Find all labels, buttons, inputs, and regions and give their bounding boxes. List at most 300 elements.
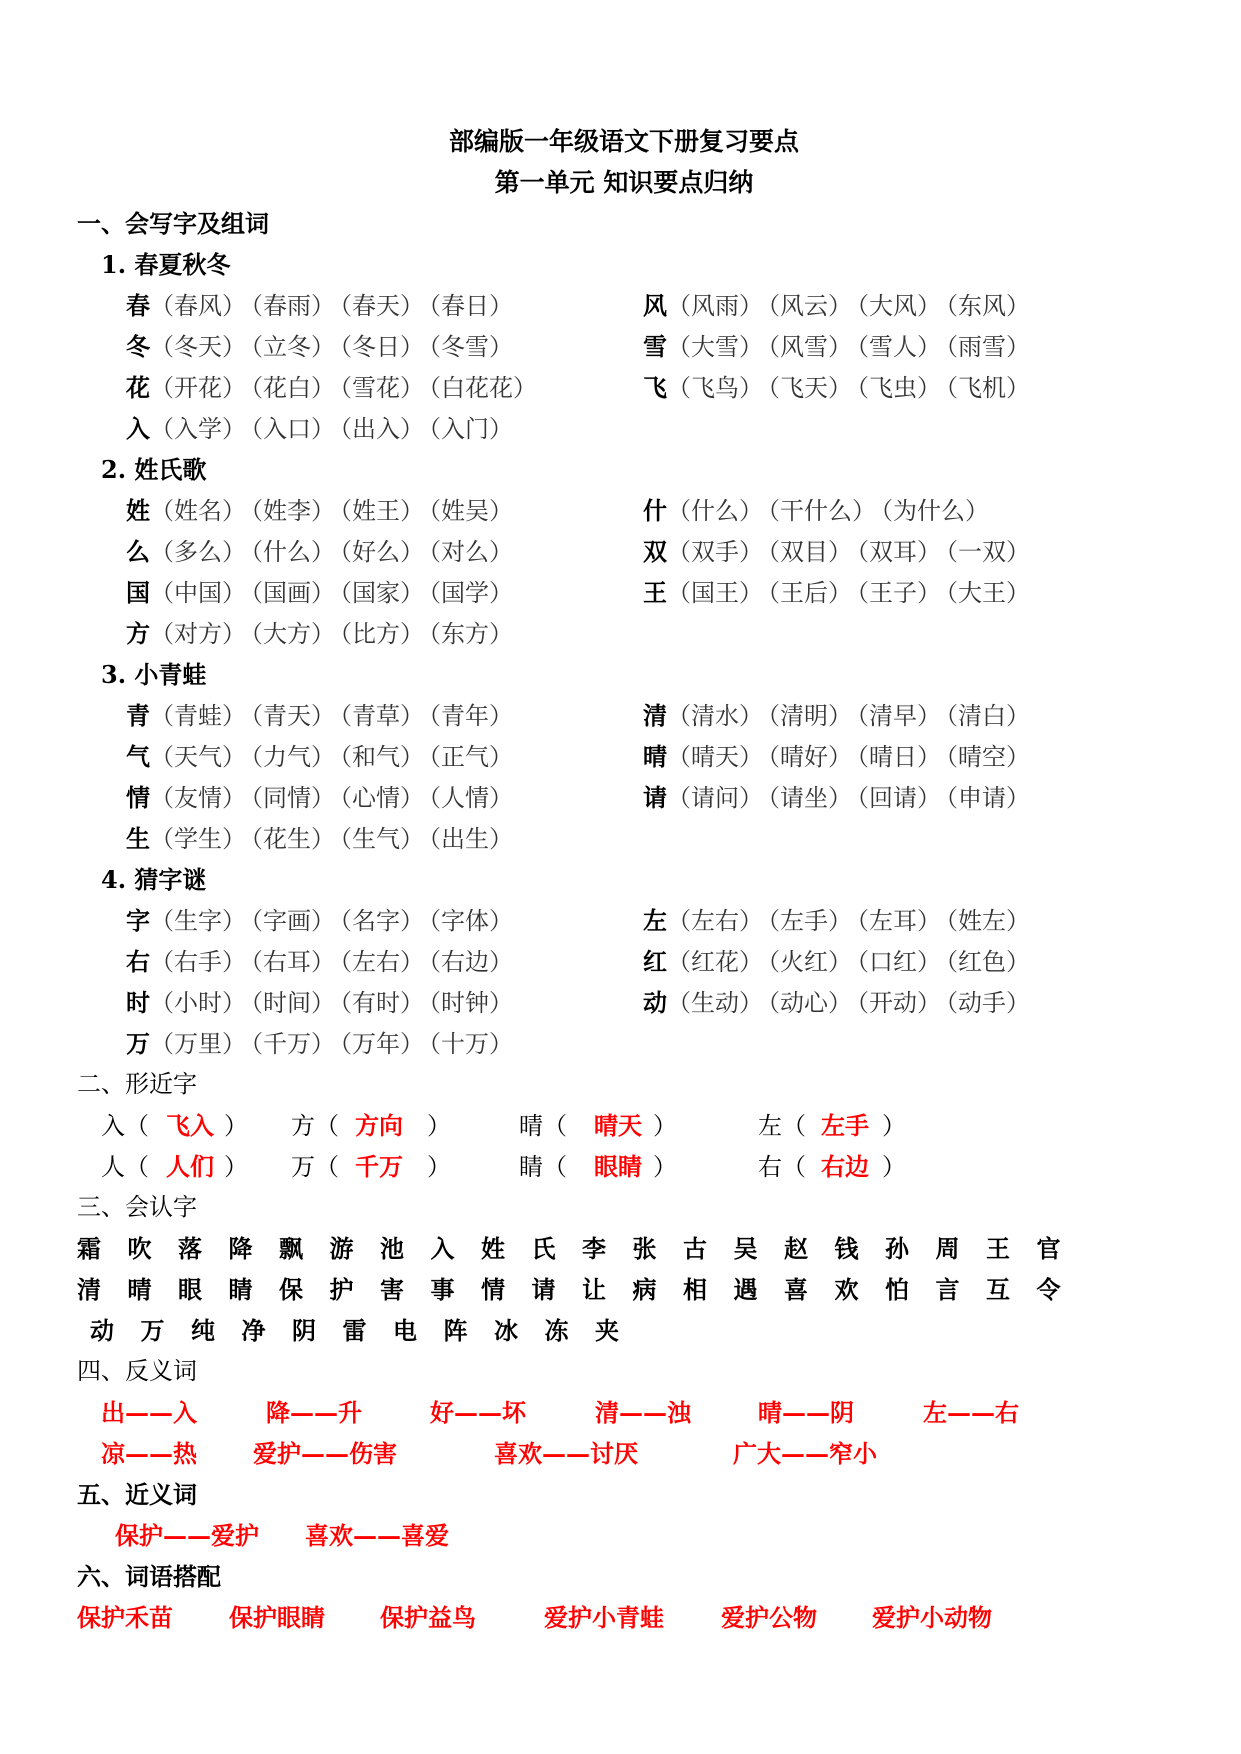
lesson-heading-line bbox=[0, 859, 1241, 900]
word-row bbox=[0, 285, 1241, 326]
word-group: （左右） bbox=[340, 948, 424, 976]
recognize-character: 游 bbox=[329, 1234, 354, 1263]
word-group: （入学） bbox=[150, 415, 246, 443]
recognize-character: 吹 bbox=[127, 1234, 152, 1263]
word-entry bbox=[126, 1023, 518, 1065]
entry-character: 入 bbox=[126, 414, 150, 443]
word-entry bbox=[643, 982, 1035, 1024]
word-group: （回请） bbox=[857, 784, 941, 812]
word-group: （东方） bbox=[429, 620, 513, 648]
recognize-character: 夹 bbox=[595, 1316, 619, 1345]
word-entry bbox=[126, 572, 518, 614]
similar-row bbox=[0, 1105, 1241, 1146]
recognize-character: 李 bbox=[582, 1234, 606, 1263]
word-group: （立冬） bbox=[251, 333, 335, 361]
word-group: （大风） bbox=[857, 292, 941, 320]
word-group: （双手） bbox=[667, 538, 763, 566]
section-heading-line bbox=[0, 1556, 1241, 1597]
similar-suffix: ） bbox=[224, 1153, 248, 1181]
word-group: （冬天） bbox=[150, 333, 246, 361]
lesson-heading-line bbox=[0, 654, 1241, 695]
word-group: （大雪） bbox=[667, 333, 763, 361]
word-group: （右边） bbox=[429, 948, 513, 976]
word-entry bbox=[126, 695, 518, 737]
word-group: （晴好） bbox=[768, 743, 852, 771]
section-heading-line bbox=[0, 1351, 1241, 1392]
word-group: （右手） bbox=[150, 948, 246, 976]
word-group: （申请） bbox=[946, 784, 1030, 812]
recognize-character: 害 bbox=[380, 1275, 404, 1304]
similar-prefix: 万（ bbox=[291, 1153, 339, 1181]
similar-suffix: ） bbox=[653, 1153, 677, 1181]
recognize-character: 欢 bbox=[834, 1275, 859, 1304]
word-group: （开动） bbox=[857, 989, 941, 1017]
document-subtitle: 第一单元 知识要点归纳 bbox=[494, 168, 754, 197]
recognize-character: 入 bbox=[430, 1234, 455, 1263]
word-entry bbox=[643, 777, 1035, 819]
word-group: （冬日） bbox=[340, 333, 424, 361]
word-group: （为什么） bbox=[881, 497, 989, 525]
word-group: （同情） bbox=[251, 784, 335, 812]
word-group: （左右） bbox=[667, 907, 763, 935]
entry-character: 王 bbox=[643, 578, 667, 607]
word-group: （万年） bbox=[340, 1030, 424, 1058]
word-entry bbox=[126, 285, 518, 327]
entry-character: 气 bbox=[126, 742, 150, 771]
word-group: （风雪） bbox=[768, 333, 852, 361]
section-4-heading: 四、反义词 bbox=[77, 1357, 197, 1385]
character-row bbox=[77, 1228, 1087, 1270]
recognize-character: 保 bbox=[279, 1275, 303, 1304]
word-group: （口红） bbox=[857, 948, 941, 976]
recognize-character: 电 bbox=[393, 1316, 417, 1345]
recognize-character: 周 bbox=[935, 1234, 960, 1263]
similar-pair bbox=[758, 1146, 906, 1188]
recognize-row bbox=[0, 1228, 1241, 1269]
similar-pair bbox=[519, 1146, 677, 1188]
word-group: （生动） bbox=[667, 989, 763, 1017]
word-group: （左手） bbox=[768, 907, 852, 935]
word-group: （雨雪） bbox=[946, 333, 1030, 361]
recognize-character: 言 bbox=[935, 1275, 960, 1304]
recognize-character: 动 bbox=[90, 1316, 114, 1345]
entry-character: 青 bbox=[126, 701, 150, 730]
word-group: （晴天） bbox=[667, 743, 763, 771]
word-group: （王子） bbox=[857, 579, 941, 607]
recognize-character: 霜 bbox=[77, 1234, 101, 1263]
similar-pair bbox=[758, 1105, 906, 1147]
word-group: （晴空） bbox=[946, 743, 1030, 771]
similar-row bbox=[0, 1146, 1241, 1187]
word-row bbox=[0, 736, 1241, 777]
entry-character: 双 bbox=[643, 537, 667, 566]
word-group: （有时） bbox=[340, 989, 424, 1017]
section-3-heading: 三、会认字 bbox=[77, 1193, 197, 1221]
word-row bbox=[0, 900, 1241, 941]
entry-character: 时 bbox=[126, 988, 150, 1017]
similar-answer: 人们 bbox=[166, 1152, 214, 1181]
character-row bbox=[90, 1310, 646, 1352]
entry-character: 万 bbox=[126, 1029, 150, 1058]
entry-character: 春 bbox=[126, 291, 150, 320]
section-heading-line bbox=[0, 1474, 1241, 1515]
word-group: （风雨） bbox=[667, 292, 763, 320]
entry-character: 右 bbox=[126, 947, 150, 976]
antonym-pair: 晴——阴 bbox=[758, 1398, 854, 1427]
entry-character: 花 bbox=[126, 373, 150, 402]
word-group: （花生） bbox=[251, 825, 335, 853]
synonym-pair: 保护——爱护 bbox=[115, 1521, 259, 1550]
word-group: （右耳） bbox=[251, 948, 335, 976]
word-group: （雪花） bbox=[340, 374, 424, 402]
similar-prefix: 睛（ bbox=[519, 1153, 567, 1181]
word-group: （姓左） bbox=[946, 907, 1030, 935]
entry-character: 国 bbox=[126, 578, 150, 607]
recognize-character: 护 bbox=[329, 1275, 354, 1304]
recognize-character: 清 bbox=[77, 1275, 101, 1304]
entry-character: 红 bbox=[643, 947, 667, 976]
recognize-character: 飘 bbox=[279, 1234, 303, 1263]
antonym-row bbox=[0, 1392, 1241, 1433]
recognize-character: 雷 bbox=[342, 1316, 367, 1345]
recognize-character: 事 bbox=[430, 1275, 455, 1304]
word-group: （十万） bbox=[429, 1030, 513, 1058]
similar-answer: 千万 bbox=[355, 1152, 403, 1181]
word-entry bbox=[126, 408, 518, 450]
section-1-heading: 一、会写字及组词 bbox=[77, 209, 269, 238]
word-entry bbox=[643, 367, 1035, 409]
recognize-character: 相 bbox=[683, 1275, 707, 1304]
section-2-heading: 二、形近字 bbox=[77, 1070, 197, 1098]
word-group: （时钟） bbox=[429, 989, 513, 1017]
lesson-heading: 4. 猜字谜 bbox=[101, 865, 207, 894]
word-row bbox=[0, 408, 1241, 449]
word-group: （天气） bbox=[150, 743, 246, 771]
word-group: （飞天） bbox=[768, 374, 852, 402]
recognize-character: 阴 bbox=[292, 1316, 316, 1345]
word-group: （春天） bbox=[340, 292, 424, 320]
recognize-row bbox=[0, 1310, 1241, 1351]
recognize-row bbox=[0, 1269, 1241, 1310]
recognize-character: 官 bbox=[1036, 1234, 1061, 1263]
entry-character: 清 bbox=[643, 701, 667, 730]
word-group: （力气） bbox=[251, 743, 335, 771]
word-group: （左耳） bbox=[857, 907, 941, 935]
entry-character: 冬 bbox=[126, 332, 150, 361]
similar-suffix: ） bbox=[427, 1153, 451, 1181]
recognize-character: 晴 bbox=[127, 1275, 152, 1304]
word-entry bbox=[126, 818, 518, 860]
word-group: （国画） bbox=[251, 579, 335, 607]
similar-pair bbox=[101, 1146, 248, 1188]
similar-prefix: 方（ bbox=[291, 1112, 339, 1140]
entry-character: 情 bbox=[126, 783, 150, 812]
word-row bbox=[0, 490, 1241, 531]
lesson-heading-line bbox=[0, 449, 1241, 490]
similar-answer: 方向 bbox=[355, 1111, 403, 1140]
word-group: （对么） bbox=[429, 538, 513, 566]
word-entry bbox=[643, 695, 1035, 737]
word-row bbox=[0, 572, 1241, 613]
word-group: （冬雪） bbox=[429, 333, 513, 361]
word-group: （好么） bbox=[340, 538, 424, 566]
word-group: （红花） bbox=[667, 948, 763, 976]
word-group: （白花花） bbox=[429, 374, 537, 402]
similar-suffix: ） bbox=[653, 1112, 677, 1140]
word-entry bbox=[643, 490, 994, 532]
recognize-character: 万 bbox=[140, 1316, 165, 1345]
collocation-item: 保护眼睛 bbox=[229, 1603, 325, 1632]
recognize-character: 病 bbox=[632, 1275, 657, 1304]
similar-pair bbox=[291, 1105, 451, 1147]
word-group: （姓王） bbox=[340, 497, 424, 525]
lesson-heading: 2. 姓氏歌 bbox=[101, 455, 207, 484]
recognize-character: 遇 bbox=[733, 1275, 758, 1304]
word-group: （花白） bbox=[251, 374, 335, 402]
recognize-character: 情 bbox=[481, 1275, 505, 1304]
word-entry bbox=[643, 941, 1035, 983]
recognize-character: 钱 bbox=[834, 1234, 859, 1263]
word-group: （名字） bbox=[340, 907, 424, 935]
word-row bbox=[0, 531, 1241, 572]
antonym-pair: 凉——热 bbox=[101, 1439, 197, 1468]
recognize-character: 纯 bbox=[191, 1316, 215, 1345]
word-entry bbox=[643, 285, 1035, 327]
antonym-pair: 降——升 bbox=[266, 1398, 362, 1427]
recognize-character: 孙 bbox=[885, 1234, 909, 1263]
antonym-row bbox=[0, 1433, 1241, 1474]
word-group: （清早） bbox=[857, 702, 941, 730]
recognize-character: 吴 bbox=[733, 1234, 758, 1263]
word-group: （东风） bbox=[946, 292, 1030, 320]
word-entry bbox=[126, 941, 518, 983]
recognize-character: 降 bbox=[228, 1234, 253, 1263]
recognize-character: 王 bbox=[986, 1234, 1010, 1263]
word-group: （飞机） bbox=[946, 374, 1030, 402]
word-group: （一双） bbox=[946, 538, 1030, 566]
word-group: （开花） bbox=[150, 374, 246, 402]
word-row bbox=[0, 1023, 1241, 1064]
word-group: （请问） bbox=[667, 784, 763, 812]
recognize-character: 请 bbox=[531, 1275, 556, 1304]
word-group: （和气） bbox=[340, 743, 424, 771]
word-entry bbox=[126, 613, 518, 655]
word-group: （生气） bbox=[340, 825, 424, 853]
word-group: （动心） bbox=[768, 989, 852, 1017]
word-group: （中国） bbox=[150, 579, 246, 607]
similar-answer: 晴天 bbox=[594, 1111, 642, 1140]
word-group: （小时） bbox=[150, 989, 246, 1017]
character-row bbox=[77, 1269, 1087, 1311]
entry-character: 生 bbox=[126, 824, 150, 853]
recognize-character: 喜 bbox=[784, 1275, 808, 1304]
word-group: （火红） bbox=[768, 948, 852, 976]
word-group: （出生） bbox=[429, 825, 513, 853]
word-group: （动手） bbox=[946, 989, 1030, 1017]
recognize-character: 赵 bbox=[784, 1234, 808, 1263]
word-group: （入门） bbox=[429, 415, 513, 443]
word-row bbox=[0, 695, 1241, 736]
word-group: （姓李） bbox=[251, 497, 335, 525]
word-group: （飞虫） bbox=[857, 374, 941, 402]
section-6-heading: 六、词语搭配 bbox=[77, 1562, 221, 1591]
collocation-item: 爱护公物 bbox=[721, 1603, 817, 1632]
word-entry bbox=[126, 326, 518, 368]
antonym-pair: 清——浊 bbox=[595, 1398, 691, 1427]
word-group: （正气） bbox=[429, 743, 513, 771]
synonym-row bbox=[0, 1515, 1241, 1556]
similar-suffix: ） bbox=[882, 1112, 906, 1140]
word-entry bbox=[126, 982, 518, 1024]
lesson-heading: 3. 小青蛙 bbox=[101, 660, 207, 689]
word-group: （青天） bbox=[251, 702, 335, 730]
antonym-pair: 爱护——伤害 bbox=[253, 1439, 397, 1468]
recognize-character: 池 bbox=[380, 1234, 404, 1263]
word-entry bbox=[643, 531, 1035, 573]
recognize-character: 氏 bbox=[531, 1234, 556, 1263]
lesson-heading-line bbox=[0, 244, 1241, 285]
word-group: （雪人） bbox=[857, 333, 941, 361]
antonym-pair: 广大——窄小 bbox=[733, 1439, 877, 1468]
word-group: （千万） bbox=[251, 1030, 335, 1058]
word-row bbox=[0, 941, 1241, 982]
entry-character: 左 bbox=[643, 906, 667, 935]
antonym-pair: 喜欢——讨厌 bbox=[494, 1439, 638, 1468]
word-group: （清明） bbox=[768, 702, 852, 730]
word-entry bbox=[643, 572, 1035, 614]
collocation-row bbox=[0, 1597, 1241, 1638]
entry-character: 晴 bbox=[643, 742, 667, 771]
section-heading-line bbox=[0, 1064, 1241, 1105]
entry-character: 请 bbox=[643, 783, 667, 812]
word-group: （学生） bbox=[150, 825, 246, 853]
word-entry bbox=[126, 736, 518, 778]
word-row bbox=[0, 777, 1241, 818]
word-row bbox=[0, 982, 1241, 1023]
antonym-pair: 出——入 bbox=[101, 1398, 197, 1427]
similar-pair bbox=[101, 1105, 248, 1147]
word-group: （时间） bbox=[251, 989, 335, 1017]
word-group: （比方） bbox=[340, 620, 424, 648]
word-group: （清白） bbox=[946, 702, 1030, 730]
antonym-pair: 左——右 bbox=[923, 1398, 1019, 1427]
similar-prefix: 晴（ bbox=[519, 1112, 567, 1140]
collocation-item: 爱护小动物 bbox=[872, 1603, 992, 1632]
word-entry bbox=[126, 531, 518, 573]
similar-prefix: 入（ bbox=[101, 1112, 149, 1140]
word-group: （青年） bbox=[429, 702, 513, 730]
word-group: （清水） bbox=[667, 702, 763, 730]
word-group: （青草） bbox=[340, 702, 424, 730]
recognize-character: 眼 bbox=[178, 1275, 202, 1304]
collocation-item: 爱护小青蛙 bbox=[544, 1603, 664, 1632]
entry-character: 什 bbox=[643, 496, 667, 525]
entry-character: 方 bbox=[126, 619, 150, 648]
word-group: （双目） bbox=[768, 538, 852, 566]
word-group: （王后） bbox=[768, 579, 852, 607]
word-group: （春雨） bbox=[251, 292, 335, 320]
word-group: （春日） bbox=[429, 292, 513, 320]
similar-answer: 眼睛 bbox=[594, 1152, 642, 1181]
synonym-pair: 喜欢——喜爱 bbox=[305, 1521, 449, 1550]
word-group: （春风） bbox=[150, 292, 246, 320]
word-group: （红色） bbox=[946, 948, 1030, 976]
entry-character: 雪 bbox=[643, 332, 667, 361]
word-group: （万里） bbox=[150, 1030, 246, 1058]
word-group: （字画） bbox=[251, 907, 335, 935]
collocation-item: 保护益鸟 bbox=[380, 1603, 476, 1632]
word-row bbox=[0, 326, 1241, 367]
word-group: （国王） bbox=[667, 579, 763, 607]
section-1-body bbox=[0, 244, 1241, 1064]
word-group: （姓名） bbox=[150, 497, 246, 525]
recognize-character: 张 bbox=[632, 1234, 657, 1263]
word-group: （什么） bbox=[251, 538, 335, 566]
similar-pair bbox=[291, 1146, 451, 1188]
recognize-character: 落 bbox=[178, 1234, 202, 1263]
word-group: （青蛙） bbox=[150, 702, 246, 730]
lesson-heading: 1. 春夏秋冬 bbox=[101, 250, 231, 279]
word-group: （大王） bbox=[946, 579, 1030, 607]
section-heading-line bbox=[0, 203, 1241, 244]
word-group: （人情） bbox=[429, 784, 513, 812]
recognize-character: 冻 bbox=[544, 1316, 569, 1345]
recognize-character: 互 bbox=[986, 1275, 1010, 1304]
section-heading-line bbox=[0, 1187, 1241, 1228]
word-entry bbox=[643, 736, 1035, 778]
similar-prefix: 右（ bbox=[758, 1153, 806, 1181]
similar-answer: 左手 bbox=[821, 1111, 869, 1140]
word-row bbox=[0, 613, 1241, 654]
antonym-pair: 好——坏 bbox=[430, 1398, 526, 1427]
entry-character: 么 bbox=[126, 537, 150, 566]
similar-prefix: 左（ bbox=[758, 1112, 806, 1140]
similar-pair bbox=[519, 1105, 677, 1147]
similar-suffix: ） bbox=[882, 1153, 906, 1181]
word-group: （姓吴） bbox=[429, 497, 513, 525]
word-group: （大方） bbox=[251, 620, 335, 648]
entry-character: 字 bbox=[126, 906, 150, 935]
word-entry bbox=[126, 490, 518, 532]
section-3-body bbox=[0, 1228, 1241, 1351]
similar-answer: 飞入 bbox=[166, 1111, 214, 1140]
entry-character: 姓 bbox=[126, 496, 150, 525]
entry-character: 风 bbox=[643, 291, 667, 320]
word-row bbox=[0, 818, 1241, 859]
similar-suffix: ） bbox=[224, 1112, 248, 1140]
word-group: （请坐） bbox=[768, 784, 852, 812]
recognize-character: 冰 bbox=[494, 1316, 518, 1345]
word-group: （国学） bbox=[429, 579, 513, 607]
word-group: （出入） bbox=[340, 415, 424, 443]
recognize-character: 净 bbox=[241, 1316, 266, 1345]
word-group: （飞鸟） bbox=[667, 374, 763, 402]
similar-answer: 右边 bbox=[821, 1152, 869, 1181]
word-entry bbox=[643, 326, 1035, 368]
recognize-character: 古 bbox=[683, 1234, 707, 1263]
word-group: （多么） bbox=[150, 538, 246, 566]
recognize-character: 姓 bbox=[481, 1234, 505, 1263]
word-group: （心情） bbox=[340, 784, 424, 812]
word-entry bbox=[126, 367, 542, 409]
word-entry bbox=[643, 900, 1035, 942]
entry-character: 动 bbox=[643, 988, 667, 1017]
word-group: （干什么） bbox=[768, 497, 876, 525]
recognize-character: 睛 bbox=[228, 1275, 253, 1304]
similar-suffix: ） bbox=[427, 1112, 451, 1140]
recognize-character: 怕 bbox=[885, 1275, 909, 1304]
recognize-character: 阵 bbox=[443, 1316, 468, 1345]
